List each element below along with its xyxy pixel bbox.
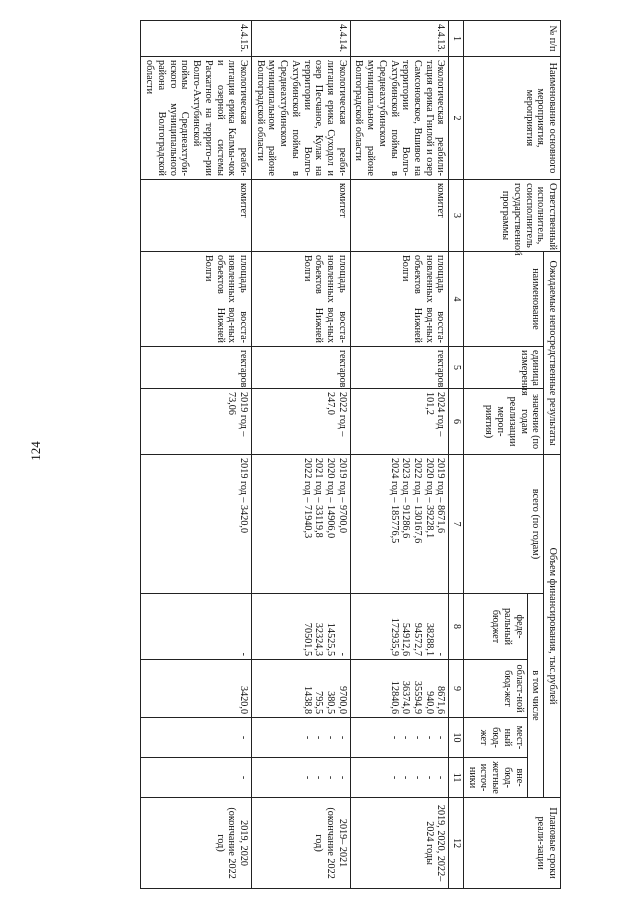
row-responsible: комитет <box>251 180 350 252</box>
header-responsible: Ответственный исполнитель, соисполнитель государственной программы <box>463 180 560 252</box>
row-total-line: 2020 год – 39228,1 <box>423 458 435 539</box>
row-extra-line: - <box>435 775 447 780</box>
column-number: 12 <box>449 798 464 889</box>
row-local-line: - <box>412 735 424 740</box>
row-result-value: 2024 год – 101,2 <box>350 389 449 455</box>
row-total-line: 2021 год – 33119,8 <box>313 458 325 538</box>
row-federal-line: 172935,9 <box>388 617 400 657</box>
table-row <box>350 21 449 889</box>
table-row <box>251 21 350 889</box>
row-local-line: - <box>237 735 249 740</box>
column-number: 6 <box>449 389 464 455</box>
row-extra-line: - <box>301 775 313 780</box>
row-name: Экологическая реаби-литация ерика Суходол и озер Песчаное, Кулак на территории Волго-Ахтубинской поймы в Среднеахтубинском муниципальном районе Волгоградской области <box>251 57 350 180</box>
row-local <box>141 718 251 758</box>
row-terms: 2019, 2020 (окончание 2022 год) <box>141 798 251 889</box>
funding-table <box>141 20 562 889</box>
row-extra <box>350 758 449 798</box>
header-extra: вне-бюд-жетные источ-ники <box>463 758 527 798</box>
header-num: № п/п <box>463 21 560 57</box>
row-name: Экологическая реабили-тация ерика Гнилой и озер Самсоновское, Вшивое на территории Волго-Ахтубинской поймы в Среднеахтубинском муниципальном районе Волгоградской области <box>350 57 449 180</box>
row-extra-line: - <box>325 775 336 780</box>
row-result-name: площадь восста-новленных вод-ных объектов Нижней Волги <box>350 252 449 347</box>
row-federal-line: - <box>237 652 249 657</box>
row-total-line: 2019 год – 3420,0 <box>237 458 249 534</box>
header-result-unit: единица измерения <box>463 347 543 389</box>
row-local-line: - <box>423 735 435 740</box>
row-terms: 2019, 2020, 2022– 2024 годы <box>350 798 449 889</box>
row-federal-line: 94572,7 <box>412 622 424 657</box>
column-number: 5 <box>449 347 464 389</box>
column-number: 3 <box>449 180 464 252</box>
row-extra-line: - <box>388 775 400 780</box>
row-federal <box>350 594 449 660</box>
row-regional-line: 36374,0 <box>400 680 412 715</box>
row-total-line: 2019 год – 8671,6 <box>435 458 447 534</box>
row-regional-line: 795,5 <box>313 691 325 715</box>
row-total-line: 2020 год – 14906,0 <box>325 458 336 539</box>
column-number: 4 <box>449 252 464 347</box>
row-local-line: - <box>435 735 447 740</box>
header-terms: Плановые сроки реали-зации <box>463 798 560 889</box>
row-local <box>350 718 449 758</box>
column-number: 9 <box>449 660 464 718</box>
header-result-value: значение (по годам реализации мероп-риятия) <box>463 389 543 455</box>
header-funding-group: Объем финансирования, тыс.рублей <box>544 455 561 798</box>
row-total <box>251 455 350 594</box>
row-total-line: 2024 год – 185776,5 <box>388 458 400 544</box>
row-regional-line: 380,5 <box>325 691 336 715</box>
row-federal <box>251 594 350 660</box>
row-result-unit: гектаров <box>141 347 251 389</box>
row-result-value: 2022 год – 247,0 <box>251 389 350 455</box>
row-extra-line: - <box>336 775 348 780</box>
header-federal: феде-ральный бюджет <box>463 594 527 660</box>
row-result-unit: гектаров <box>350 347 449 389</box>
row-federal-line: 14525,5 <box>325 622 336 657</box>
row-federal-line: - <box>336 652 348 657</box>
column-number: 8 <box>449 594 464 660</box>
row-local-line: - <box>313 735 325 740</box>
row-total <box>141 455 251 594</box>
row-local <box>251 718 350 758</box>
row-local-line: - <box>325 735 336 740</box>
row-num: 4.4.13. <box>350 21 449 57</box>
row-extra-line: - <box>313 775 325 780</box>
row-local-line: - <box>336 735 348 740</box>
row-federal <box>141 594 251 660</box>
row-result-value: 2019 год – 73,06 <box>141 389 251 455</box>
row-extra-line: - <box>423 775 435 780</box>
header-regional: област-ной бюд-жет <box>463 660 527 718</box>
row-federal-line: 32324,3 <box>313 622 325 657</box>
row-regional <box>141 660 251 718</box>
row-extra <box>251 758 350 798</box>
row-responsible: комитет <box>141 180 251 252</box>
row-responsible: комитет <box>350 180 449 252</box>
row-local-line: - <box>301 735 313 740</box>
row-result-name: площадь восста-новленных вод-ных объектов Нижней Волги <box>251 252 350 347</box>
column-number-row <box>449 21 464 889</box>
column-number: 11 <box>449 758 464 798</box>
row-total-line: 2022 год – 130167,6 <box>412 458 424 544</box>
row-regional-line: 1438,8 <box>301 686 313 715</box>
row-extra-line: - <box>237 775 249 780</box>
row-total-line: 2019 год – 9700,0 <box>336 458 348 534</box>
row-name: Экологическая реаби-литация ерика Калмы-чок и озерной системы Раскатное на террито-рии Волго-Ахтубинской поймы Среднеахтуби-нского муниципального района Волгоградской области <box>141 57 251 180</box>
row-regional-line: 940,0 <box>423 691 435 715</box>
header-local: мест-ный бюд-жет <box>463 718 527 758</box>
table-row <box>141 21 251 889</box>
row-num: 4.4.15. <box>141 21 251 57</box>
row-extra <box>141 758 251 798</box>
column-number: 2 <box>449 57 464 180</box>
row-regional-line: 12840,6 <box>388 680 400 715</box>
column-number: 1 <box>449 21 464 57</box>
row-num: 4.4.14. <box>251 21 350 57</box>
row-regional-line: 35594,9 <box>412 680 424 715</box>
row-federal-line: 54912,6 <box>400 622 412 657</box>
row-extra-line: - <box>412 775 424 780</box>
table-body <box>141 21 449 889</box>
row-regional-line: 9700,0 <box>336 686 348 715</box>
row-federal-line: 70501,5 <box>301 622 313 657</box>
header-incl: в том числе <box>527 594 544 798</box>
row-local-line: - <box>400 735 412 740</box>
row-regional <box>251 660 350 718</box>
header-results-group: Ожидаемые непосредственные результаты <box>544 252 561 455</box>
row-local-line: - <box>388 735 400 740</box>
row-total <box>350 455 449 594</box>
row-federal-line: 38288,1 <box>423 622 435 657</box>
row-total-line: 2022 год – 71940,3 <box>301 458 313 539</box>
column-number: 10 <box>449 718 464 758</box>
row-extra-line: - <box>400 775 412 780</box>
row-total-line: 2023 год – 91286,6 <box>400 458 412 539</box>
column-number: 7 <box>449 455 464 594</box>
header-name: Наименование основного мероприятия, мероприятия <box>463 57 560 180</box>
row-result-unit: гектаров <box>251 347 350 389</box>
header-result-name: наименование <box>463 252 543 347</box>
header-total: всего (по годам) <box>463 455 543 594</box>
row-terms: 2019– 2021 (окончание 2022 год) <box>251 798 350 889</box>
row-regional <box>350 660 449 718</box>
row-federal-line: - <box>435 652 447 657</box>
page-number: 124 <box>28 441 43 461</box>
row-result-name: площадь восста-новленных вод-ных объектов Нижней Волги <box>141 252 251 347</box>
row-regional-line: 3420,0 <box>237 686 249 715</box>
row-regional-line: 8671,6 <box>435 686 447 715</box>
